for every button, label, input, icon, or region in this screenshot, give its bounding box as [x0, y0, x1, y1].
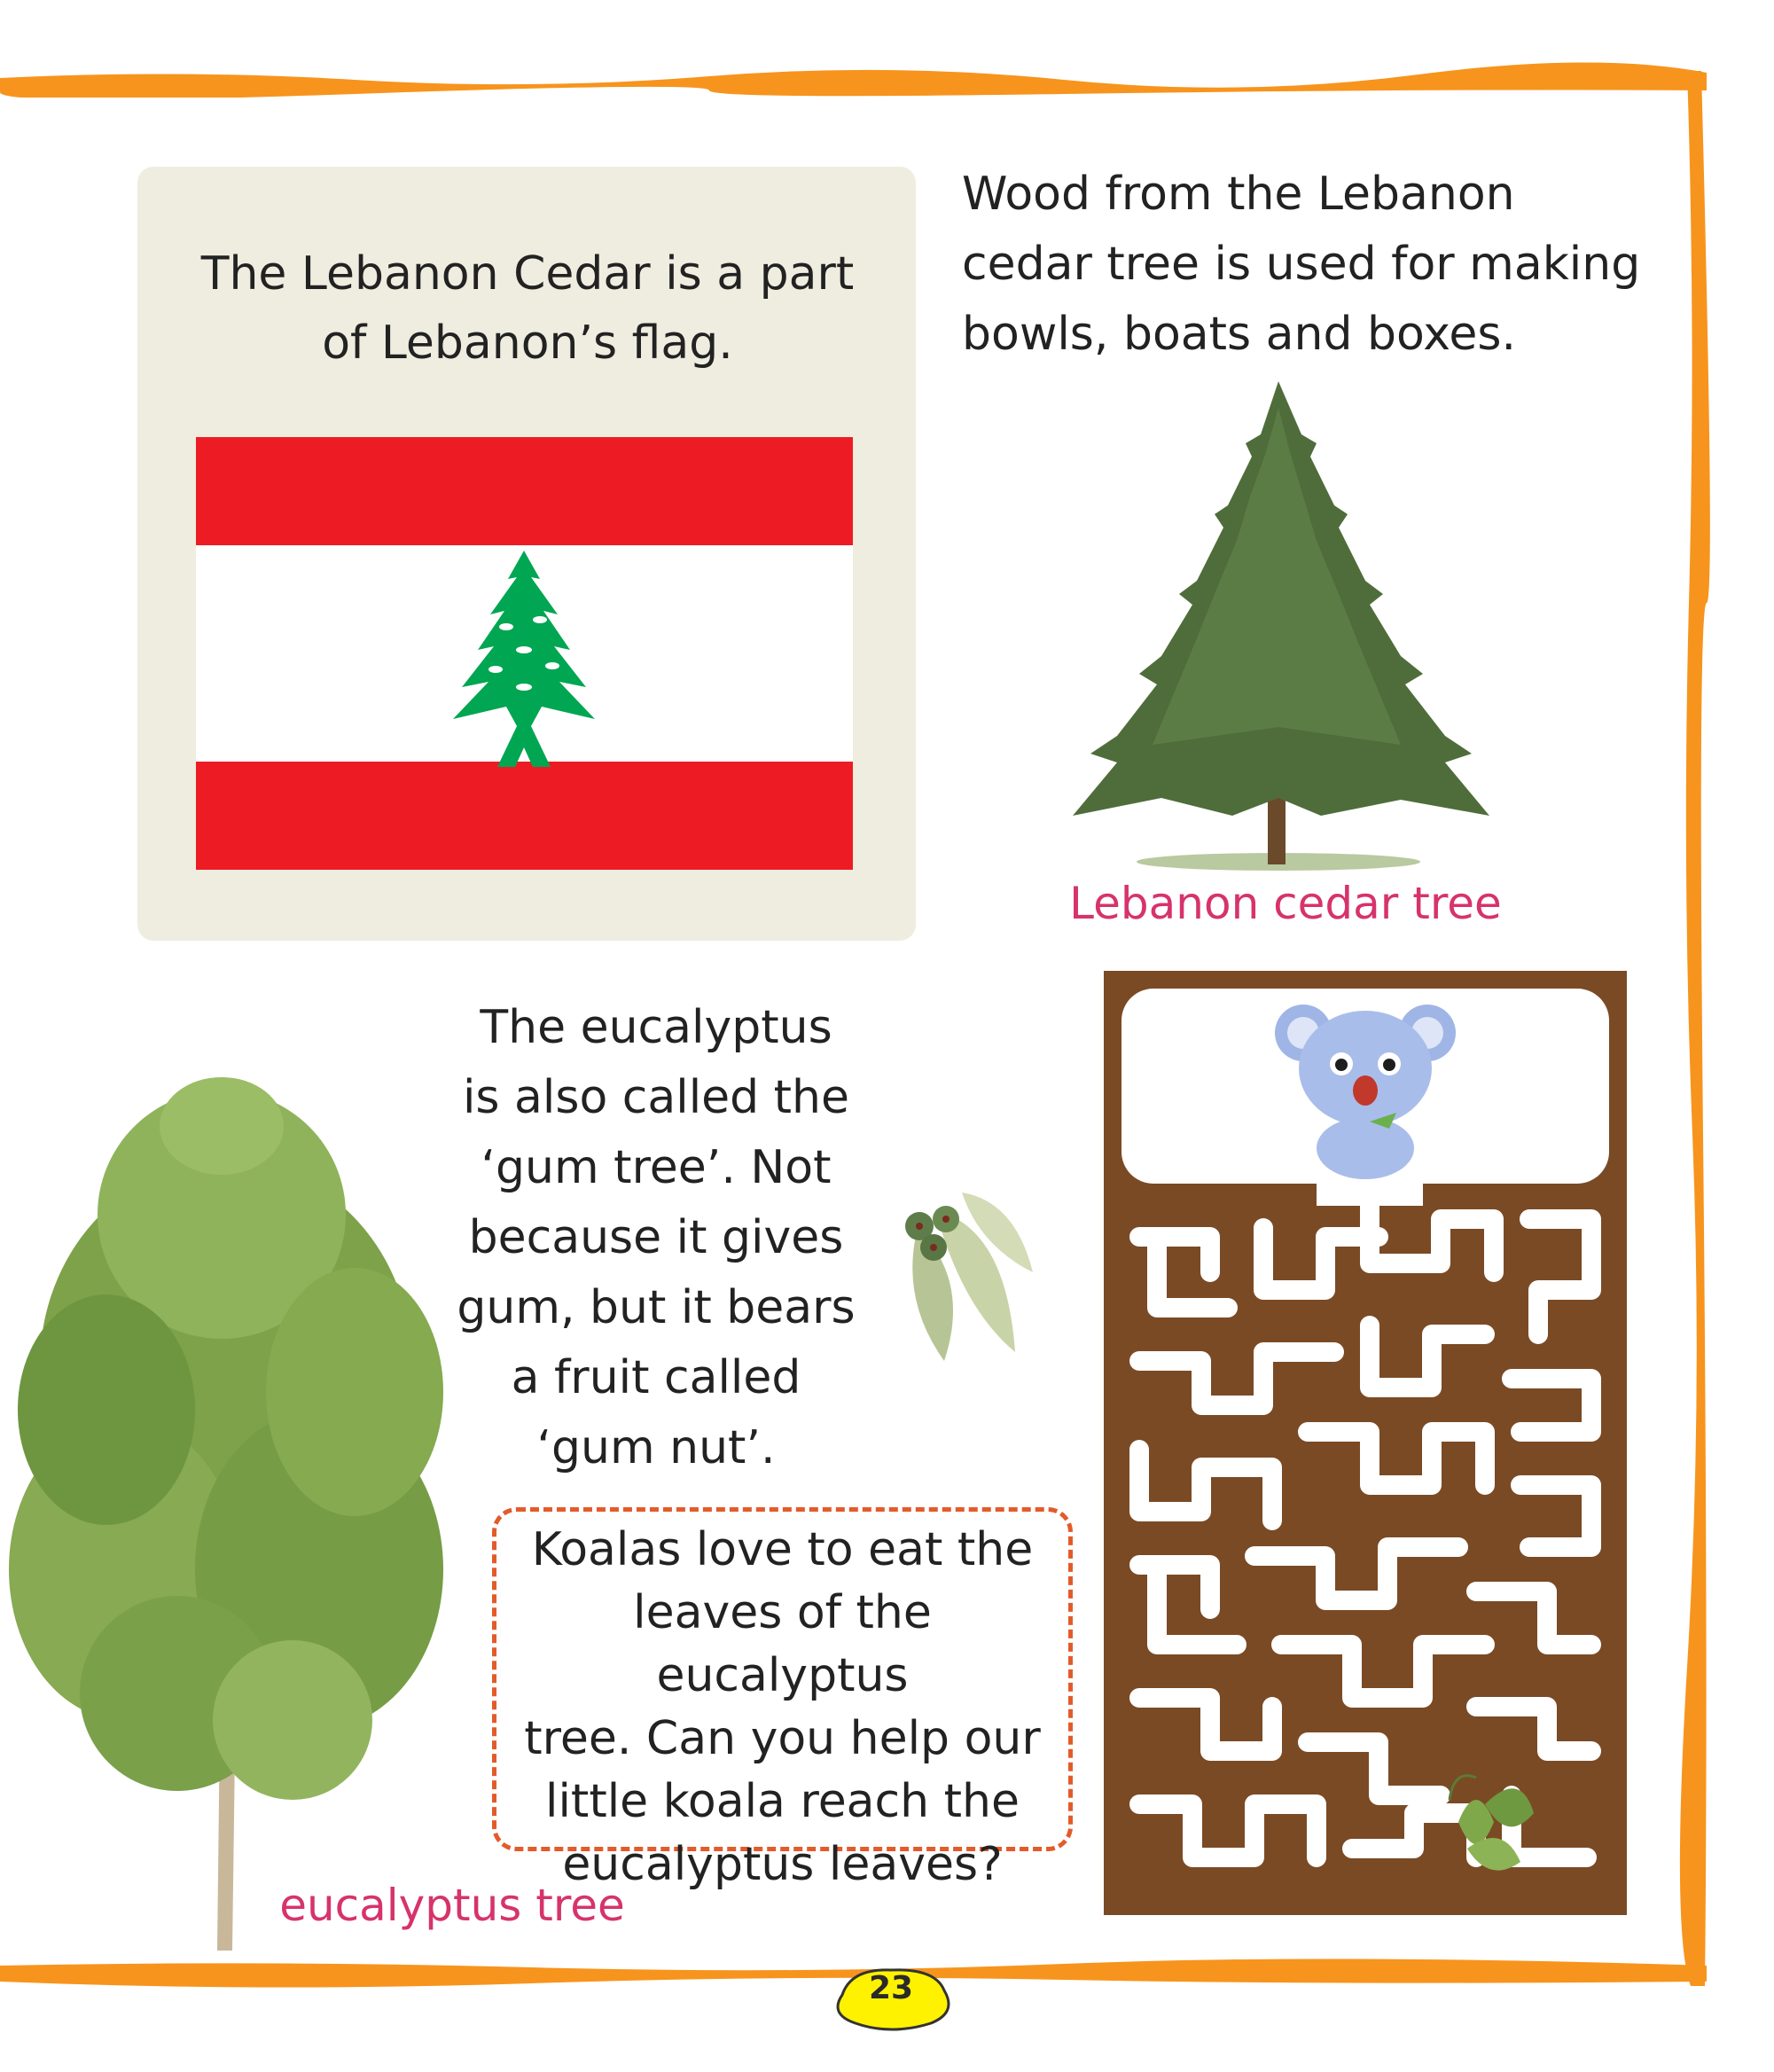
- eucalyptus-text-line: because it gives: [468, 1211, 844, 1264]
- flag-caption-line: The Lebanon Cedar is a part: [200, 247, 855, 301]
- eucalyptus-text-line: a fruit called: [511, 1351, 801, 1404]
- koala-text-line: leaves of the eucalyptus: [633, 1586, 932, 1702]
- eucalyptus-text-line: gum, but it bears: [457, 1281, 856, 1334]
- eucalyptus-text: [434, 993, 878, 1483]
- eucalyptus-text-line: ‘gum nut’.: [536, 1421, 776, 1474]
- cedar-tree-image: [1055, 372, 1503, 873]
- eucalyptus-text-line: ‘gum tree’. Not: [481, 1141, 832, 1194]
- cedar-text-line: cedar tree is used for making: [962, 238, 1641, 291]
- eucalyptus-tree-image: [0, 1073, 452, 1959]
- koala-maze[interactable]: [1104, 971, 1627, 1915]
- frame-right-border: [1671, 71, 1715, 1986]
- koala-text-line: Koalas love to eat the: [531, 1523, 1034, 1576]
- koala-activity-text: [510, 1519, 1055, 1896]
- koala-text-line: eucalyptus leaves?: [562, 1838, 1003, 1891]
- frame-top-border: [0, 53, 1707, 98]
- cedar-text-line: bowls, boats and boxes.: [962, 308, 1517, 361]
- eucalyptus-text-line: The eucalyptus: [480, 1001, 832, 1054]
- eucalyptus-caption: eucalyptus tree: [279, 1880, 625, 1931]
- page-number: 23: [868, 1970, 914, 2006]
- koala-text-line: tree. Can you help our: [524, 1712, 1041, 1765]
- cedar-caption: Lebanon cedar tree: [1069, 878, 1502, 929]
- cedar-text-line: Wood from the Lebanon: [962, 168, 1515, 221]
- cedar-wood-text: [962, 160, 1653, 370]
- lebanon-flag-icon: [196, 437, 853, 870]
- flag-caption: [177, 239, 878, 378]
- koala-text-line: little koala reach the: [545, 1775, 1020, 1828]
- eucalyptus-text-line: is also called the: [462, 1071, 850, 1124]
- flag-caption-line: of Lebanon’s flag.: [322, 317, 733, 370]
- gum-nut-image: [882, 1175, 1037, 1370]
